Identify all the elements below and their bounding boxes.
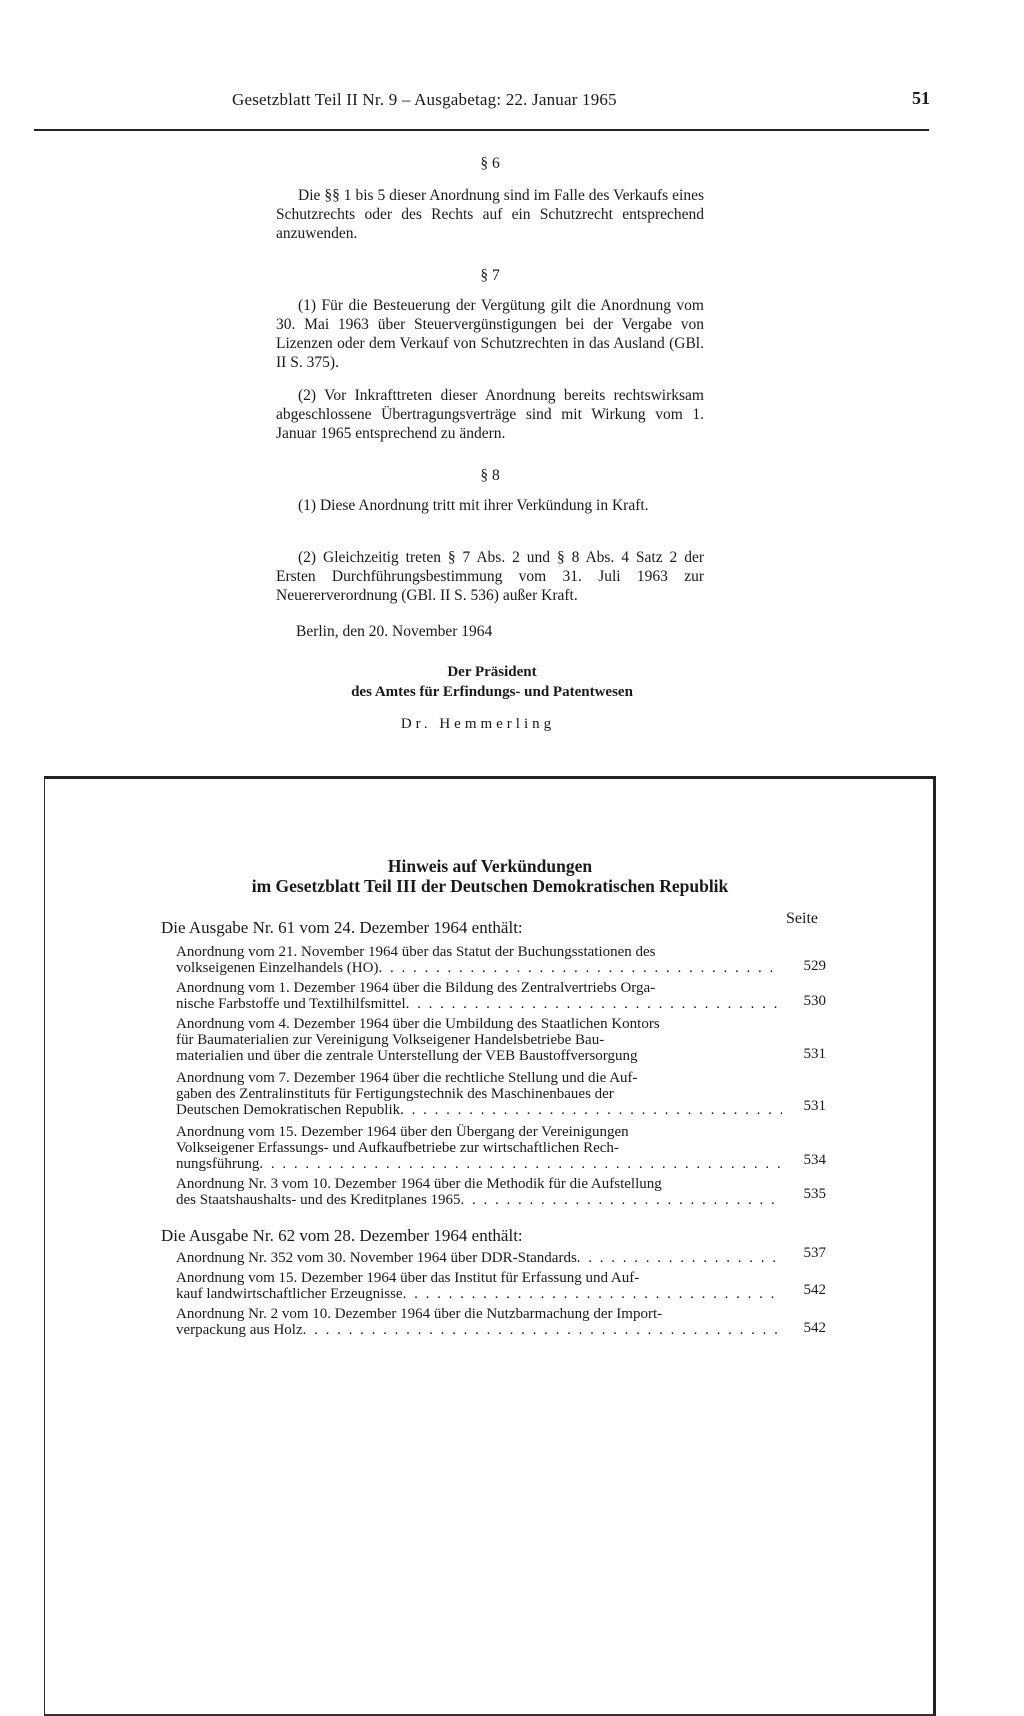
signature-name: Dr. Hemmerling (400, 716, 556, 732)
page-number: 51 (912, 88, 930, 108)
entry-text-line: Anordnung vom 15. Dezember 1964 über den Übergang der Vereinigungen (176, 1124, 629, 1140)
header-rule (34, 129, 929, 131)
entry-text-line: Anordnung vom 1. Dezember 1964 über die Bildung des Zentralvertriebs Orga- (176, 980, 656, 996)
section-7-paragraph-1: (1) Für die Besteuerung der Vergütung gilt die Anordnung vom 30. Mai 1963 über Steuervergünstigungen bei der Vergabe von Lizenzen oder dem Verkauf von Schutzrechten in das Ausland (GBl. II S. 375). (276, 297, 704, 371)
issue-heading-61: Die Ausgabe Nr. 61 vom 24. Dezember 1964 enthält: (161, 918, 523, 937)
entry-text-line: Deutschen Demokratischen Republik (176, 1102, 401, 1118)
list-item (176, 1176, 782, 1208)
list-item (176, 980, 782, 1012)
gazette-title: Gesetzblatt Teil II Nr. 9 – Ausgabetag: 22. Januar 1965 (232, 90, 617, 109)
notice-title-line-1: Hinweis auf Verkündungen (387, 856, 593, 876)
section-7-paragraph-2: (2) Vor Inkrafttreten dieser Anordnung bereits rechtswirksam abgeschlossene Übertragungsverträge sind mit Wirkung vom 1. Januar 1965 entsprechend zu ändern. (276, 387, 704, 442)
entry-text-line: Anordnung Nr. 2 vom 10. Dezember 1964 über die Nutzbarmachung der Import- (176, 1306, 663, 1322)
section-heading-6: § 6 (480, 155, 500, 172)
leader-dots (406, 996, 782, 1012)
leader-dots (378, 960, 782, 976)
section-heading-7: § 7 (480, 267, 500, 284)
entry-text-line: nungsführung (176, 1156, 260, 1172)
signature-role-line-2: des Amtes für Erfindungs- und Patentwesen (351, 684, 633, 700)
entry-page-number: 531 (803, 1046, 826, 1062)
section-8-paragraph-2: (2) Gleichzeitig treten § 7 Abs. 2 und § 8 Abs. 4 Satz 2 der Ersten Durchführungsbestimmung vom 31. Juli 1963 zur Neuererverordnung (GBl. II S. 536) außer Kraft. (276, 549, 704, 604)
section-8-paragraph-1: (1) Diese Anordnung tritt mit ihrer Verkündung in Kraft. (298, 497, 649, 514)
list-item (176, 1016, 782, 1064)
list-item (176, 1070, 782, 1118)
entry-page-number: 542 (803, 1320, 826, 1336)
entry-text-line: des Staatshaushalts- und des Kreditplanes 1965 (176, 1192, 461, 1208)
section-6-paragraph-1: Die §§ 1 bis 5 dieser Anordnung sind im Falle des Verkaufs eines Schutzrechts oder des Rechts auf ein Schutzrecht entsprechend anzuwenden. (276, 187, 704, 242)
leader-dots (303, 1322, 782, 1338)
entry-text-line: Anordnung vom 15. Dezember 1964 über das Institut für Erfassung und Auf- (176, 1270, 640, 1286)
entry-text-line: für Baumaterialien zur Vereinigung Volkseigener Handelsbetriebe Bau- (176, 1032, 605, 1048)
page-column-label: Seite (786, 910, 818, 927)
entry-text-line: kauf landwirtschaftlicher Erzeugnisse (176, 1286, 403, 1302)
entry-page-number: 530 (803, 993, 826, 1009)
entry-text-line: materialien und über die zentrale Unterstellung der VEB Baustoffversorgung (176, 1048, 638, 1064)
list-item (176, 1250, 782, 1266)
entry-text-line: Anordnung vom 7. Dezember 1964 über die rechtliche Stellung und die Auf- (176, 1070, 638, 1086)
entry-text-line: Anordnung vom 4. Dezember 1964 über die Umbildung des Staatlichen Kontors (176, 1016, 660, 1032)
section-heading-8: § 8 (480, 467, 500, 484)
list-item (176, 944, 782, 976)
notice-title-line-2: im Gesetzblatt Teil III der Deutschen Demokratischen Republik (251, 876, 729, 896)
leader-dots (259, 1156, 782, 1172)
entry-text-line: Volkseigener Erfassungs- und Aufkaufbetriebe zur wirtschaftlichen Rech- (176, 1140, 619, 1156)
leader-dots (577, 1250, 782, 1266)
entry-text-line: Anordnung vom 21. November 1964 über das Statut der Buchungsstationen des (176, 944, 656, 960)
entry-text-line: Anordnung Nr. 3 vom 10. Dezember 1964 über die Methodik für die Aufstellung (176, 1176, 662, 1192)
list-item (176, 1306, 782, 1338)
signature-place-date: Berlin, den 20. November 1964 (296, 623, 493, 640)
entry-text-line: volkseigenen Einzelhandels (HO) (176, 960, 379, 976)
leader-dots (400, 1102, 782, 1118)
entry-page-number: 529 (803, 958, 826, 974)
list-item (176, 1124, 782, 1172)
entry-text-line: nische Farbstoffe und Textilhilfsmittel (176, 996, 406, 1012)
page-header (232, 90, 932, 116)
leader-dots (403, 1286, 782, 1302)
entry-text-line: gaben des Zentralinstituts für Fertigungstechnik des Maschinenbaues der (176, 1086, 614, 1102)
entry-page-number: 535 (803, 1186, 826, 1202)
entry-page-number: 537 (803, 1245, 826, 1261)
entry-page-number: 534 (803, 1152, 826, 1168)
entry-text-line: Anordnung Nr. 352 vom 30. November 1964 über DDR-Standards (176, 1250, 577, 1266)
entry-page-number: 542 (803, 1282, 826, 1298)
issue-heading-62: Die Ausgabe Nr. 62 vom 28. Dezember 1964 enthält: (161, 1226, 523, 1245)
leader-dots (461, 1192, 782, 1208)
entry-text-line: verpackung aus Holz (176, 1322, 303, 1338)
signature-role-line-1: Der Präsident (447, 664, 537, 680)
list-item (176, 1270, 782, 1302)
entry-page-number: 531 (803, 1098, 826, 1114)
